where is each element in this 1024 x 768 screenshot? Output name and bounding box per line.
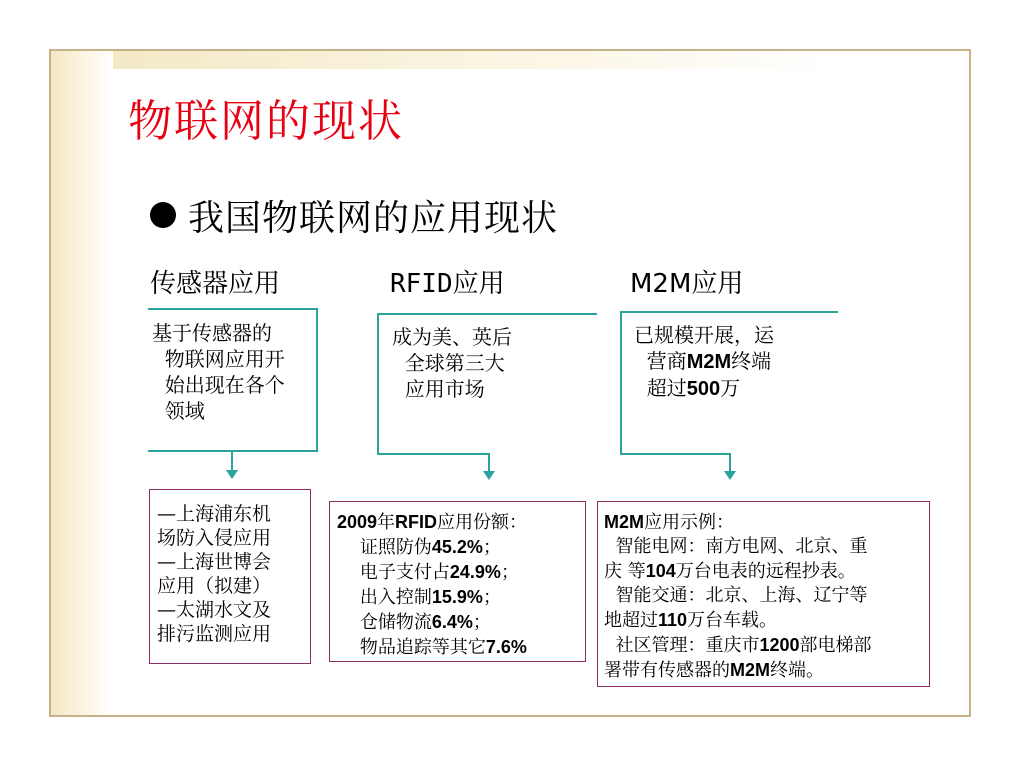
- example-text-sensor: [157, 502, 271, 646]
- teal-outline-rfid-bottom: [377, 453, 489, 455]
- column-heading-sensor: 传感器应用: [150, 269, 281, 299]
- description-rfid: [392, 324, 512, 402]
- text-line: 电子支付占24.9%；: [337, 562, 519, 583]
- arrow-down-icon: [724, 471, 736, 480]
- text-line: 始出现在各个: [152, 373, 285, 397]
- column-heading-m2m: M2M应用: [630, 269, 744, 299]
- arrow-line-m2m: [729, 453, 731, 473]
- text-line: 应用市场: [392, 377, 485, 401]
- text-line: 物品追踪等其它7.6%: [337, 637, 527, 658]
- text-line: 仓储物流6.4%；: [337, 612, 491, 633]
- text-line: 已规模开展，运: [634, 323, 774, 347]
- description-m2m: [634, 322, 774, 402]
- decorative-left-band: [51, 51, 113, 715]
- text-line: 超过500万: [634, 376, 741, 400]
- teal-outline-m2m-bottom: [620, 453, 730, 455]
- text-line: 营商M2M终端: [634, 349, 772, 373]
- text-line: 出入控制15.9%；: [337, 587, 501, 608]
- text-line: 基于传感器的: [152, 321, 272, 345]
- text-line: 排污监测应用: [157, 623, 272, 645]
- text-line: 物联网应用开: [152, 347, 285, 371]
- arrow-line-rfid: [488, 453, 490, 473]
- example-text-m2m: [604, 510, 872, 683]
- bullet-text: 我国物联网的应用现状: [188, 197, 559, 239]
- text-line: 地超过110万台车载。: [604, 610, 778, 631]
- text-line: 庆 等104万台电表的远程抄表。: [604, 561, 856, 582]
- text-line: 领域: [152, 399, 205, 423]
- text-line: 智能电网：南方电网、北京、重: [604, 536, 868, 557]
- text-line: 全球第三大: [392, 351, 505, 375]
- text-line: —上海浦东机: [157, 503, 272, 525]
- text-line: 署带有传感器的M2M终端。: [604, 660, 824, 681]
- slide-title: 物联网的现状: [128, 96, 404, 147]
- text-line: 2009年RFID应用份额：: [337, 512, 528, 533]
- example-text-rfid: [337, 510, 527, 660]
- text-line: —太湖水文及: [157, 599, 272, 621]
- text-line: 社区管理：重庆市1200部电梯部: [604, 635, 872, 656]
- arrow-down-icon: [226, 470, 238, 479]
- text-line: 成为美、英后: [392, 325, 512, 349]
- column-heading-rfid: RFID应用: [390, 269, 505, 299]
- arrow-down-icon: [483, 471, 495, 480]
- text-line: 智能交通：北京、上海、辽宁等: [604, 585, 868, 606]
- decorative-top-band: [51, 51, 969, 69]
- text-line: —上海世博会: [157, 551, 272, 573]
- text-line: 场防入侵应用: [157, 527, 272, 549]
- text-line: 应用（拟建）: [157, 575, 272, 597]
- bullet-item: [150, 190, 558, 240]
- bullet-dot-icon: [150, 202, 176, 228]
- arrow-line-sensor: [231, 452, 233, 472]
- text-line: M2M应用示例：: [604, 512, 734, 533]
- description-sensor: [152, 320, 285, 424]
- text-line: 证照防伪45.2%；: [337, 537, 501, 558]
